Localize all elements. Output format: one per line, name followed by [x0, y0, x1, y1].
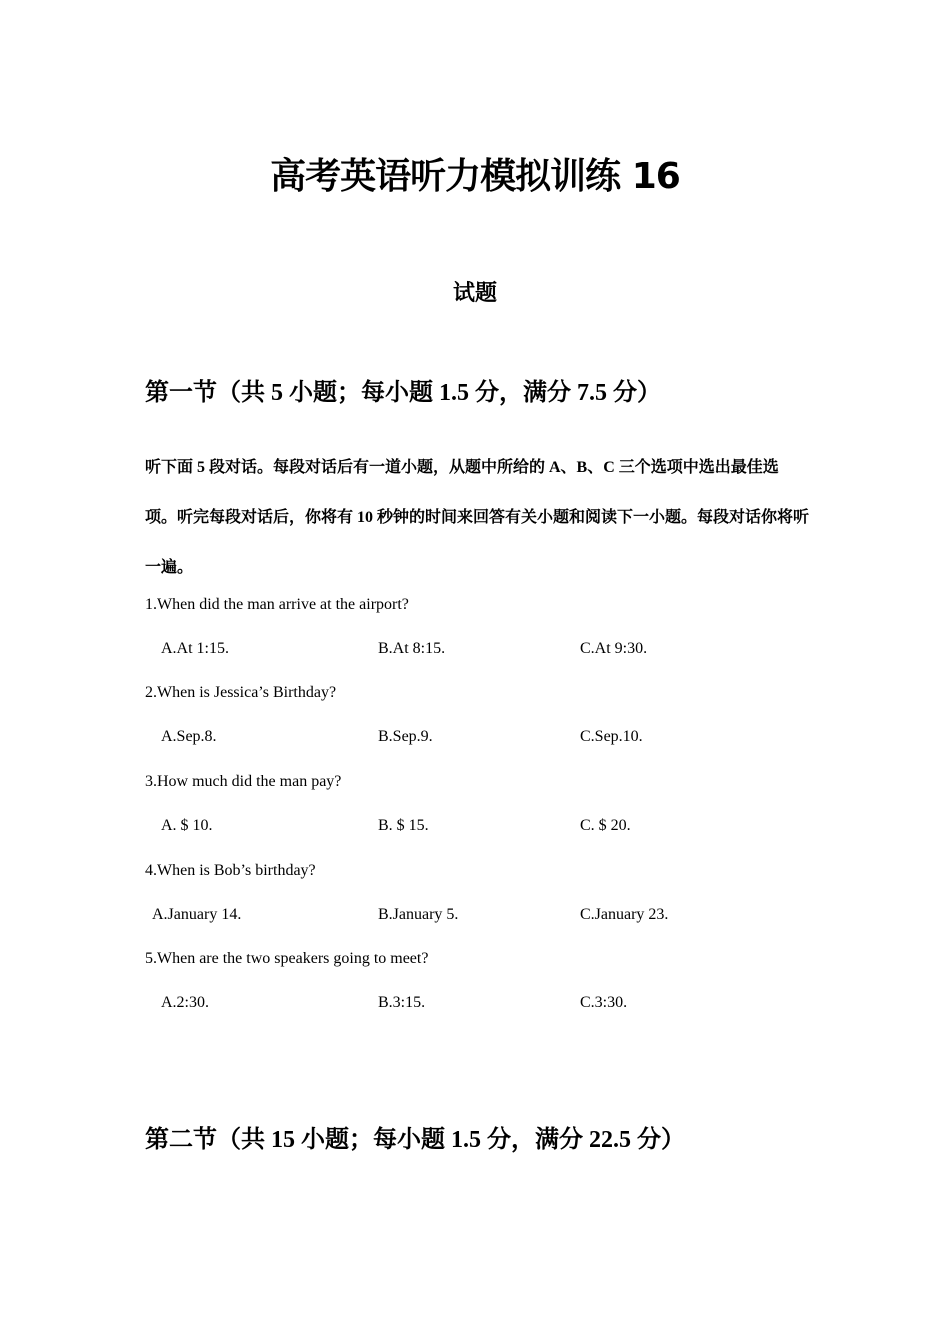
question-4-option-b: B.January 5. — [378, 906, 459, 923]
question-3-option-a: A. $ 10. — [161, 817, 213, 834]
document-subtitle: 试题 — [452, 281, 497, 306]
question-3: 3.How much did the man pay? — [145, 773, 342, 790]
question-5-option-a: A.2:30. — [161, 994, 209, 1011]
question-3-option-b: B. $ 15. — [378, 817, 429, 834]
question-5-option-b: B.3:15. — [378, 994, 426, 1011]
question-3-option-c: C. $ 20. — [580, 817, 631, 834]
question-4-option-a: A.January 14. — [152, 906, 242, 923]
question-1-option-c: C.At 9:30. — [580, 640, 648, 657]
question-2-option-a: A.Sep.8. — [161, 728, 217, 745]
question-4-option-c: C.January 23. — [580, 906, 669, 923]
question-2: 2.When is Jessica’s Birthday? — [145, 684, 337, 701]
question-2-option-b: B.Sep.9. — [378, 728, 433, 745]
question-5-option-c: C.3:30. — [580, 994, 628, 1011]
question-1-option-b: B.At 8:15. — [378, 640, 446, 657]
question-2-option-c: C.Sep.10. — [580, 728, 643, 745]
question-4: 4.When is Bob’s birthday? — [145, 862, 316, 879]
question-1-option-a: A.At 1:15. — [161, 640, 229, 657]
section-2-heading: 第二节（共 15 小题；每小题 1.5 分，满分 22.5 分） — [145, 1127, 685, 1153]
section-1-instructions: 听下面 5 段对话。每段对话后有一道小题，从题中所给的 A、B、C 三个选项中选出最佳选项。听完每段对话后，你将有 10 秒钟的时间来回答有关小题和阅读下一小题。每段对话你将听一遍。 — [145, 459, 810, 576]
question-1: 1.When did the man arrive at the airport? — [145, 596, 409, 613]
section-1-heading: 第一节（共 5 小题；每小题 1.5 分，满分 7.5 分） — [145, 380, 661, 406]
page-title: 高考英语听力模拟训练 16 — [270, 156, 680, 197]
question-5: 5.When are the two speakers going to meet? — [145, 950, 429, 967]
